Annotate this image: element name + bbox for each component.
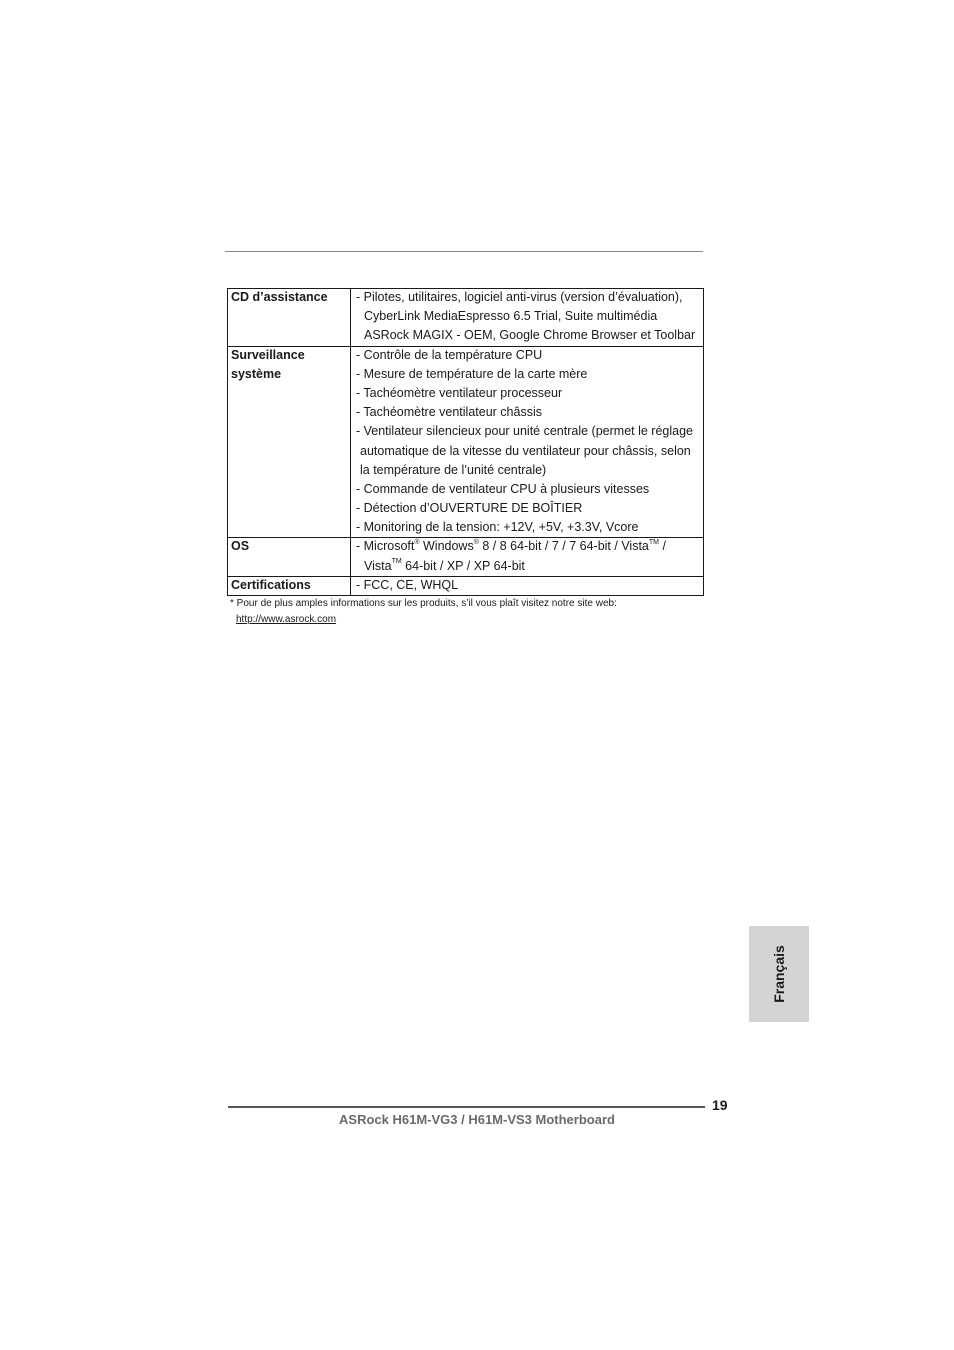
cd-line-1: - Pilotes, utilitaires, logiciel anti-virus (version d’évaluation), [356,290,683,304]
os-text-windows: Windows [419,539,474,554]
page-number: 19 [712,1097,728,1113]
monitor-label-2: système [231,366,282,381]
trademark-mark-2: TM [391,558,402,566]
trademark-mark: TM [648,539,659,547]
monitor-line-4: - Tachéomètre ventilateur châssis [356,405,542,420]
row-value-cd [351,289,704,347]
cert-label: Certifications [231,577,311,592]
os-label: OS [231,539,250,554]
monitor-line-9: - Détection d’OUVERTURE DE BOÎTIER [356,501,583,516]
top-divider [225,251,703,252]
cd-label: CD d’assistance [231,290,328,304]
registered-mark: ® [414,539,420,547]
row-value-cert [351,576,704,595]
monitor-line-6: automatique de la vitesse du ventilateur pour châssis, selon [360,443,691,458]
table-row-monitor [228,346,704,538]
row-value-monitor [351,346,704,538]
language-tab [749,926,809,1022]
monitor-line-8: - Commande de ventilateur CPU à plusieurs vitesses [356,481,650,496]
bottom-divider [228,1106,705,1108]
specifications-table [227,288,704,596]
language-tab-label: Français [771,945,787,1003]
footer-title: ASRock H61M-VG3 / H61M-VS3 Motherboard [339,1112,615,1127]
table-row-cert [228,576,704,595]
table-row-cd [228,289,704,347]
monitor-line-2: - Mesure de température de la carte mère [356,366,588,381]
monitor-line-3: - Tachéomètre ventilateur processeur [356,385,563,400]
cd-line-2: CyberLink MediaEspresso 6.5 Trial, Suite multimédia [364,309,658,324]
os-text-vista: Vista [364,558,392,573]
row-label-cd [228,289,351,347]
monitor-line-10: - Monitoring de la tension: +12V, +5V, +3.3V, Vcore [356,520,639,535]
footnote [230,596,617,628]
monitor-label-1: Surveillance [231,347,305,362]
footnote-text: * Pour de plus amples informations sur les produits, s’il vous plaît visitez notre site web: [230,598,617,609]
monitor-line-1: - Contrôle de la température CPU [356,347,543,362]
website-link[interactable]: http://www.asrock.com [236,614,337,625]
os-text-xp: 64-bit / XP / XP 64-bit [401,558,525,573]
monitor-line-7: la température de l’unité centrale) [360,462,547,477]
os-text-microsoft: - Microsoft [356,539,415,554]
row-label-cert [228,576,351,595]
cd-line-3: ASRock MAGIX - OEM, Google Chrome Browser et Toolbar [364,328,696,343]
monitor-line-5: - Ventilateur silencieux pour unité centrale (permet le réglage [356,424,693,439]
row-label-os [228,538,351,576]
os-text-versions: 8 / 8 64-bit / 7 / 7 64-bit / Vista [478,539,649,554]
os-text-slash: / [659,539,666,554]
cert-value: - FCC, CE, WHQL [356,577,459,592]
table-row-os [228,538,704,576]
os-line-1 [356,538,703,557]
row-value-os [351,538,704,576]
os-line-2 [356,557,703,576]
row-label-monitor [228,346,351,538]
registered-mark-2: ® [473,539,479,547]
